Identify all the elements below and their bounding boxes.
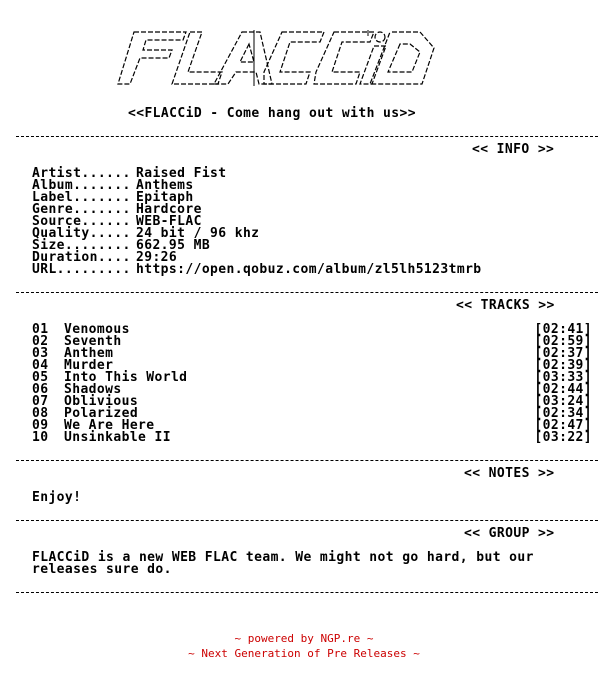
notes-text: Enjoy! xyxy=(32,490,82,505)
section-header-group: << GROUP >> xyxy=(464,526,555,541)
track-row xyxy=(32,336,592,348)
info-value-genre: Hardcore xyxy=(136,202,202,217)
section-header-info: << INFO >> xyxy=(472,142,555,157)
section-header-notes: << NOTES >> xyxy=(464,466,555,481)
track-title: Polarized xyxy=(64,406,139,421)
track-number: 04 xyxy=(32,358,49,373)
section-divider xyxy=(16,520,598,522)
info-value-quality: 24 bit / 96 khz xyxy=(136,226,260,241)
track-title: Anthem xyxy=(64,346,114,361)
info-value-source: WEB-FLAC xyxy=(136,214,202,229)
track-list xyxy=(32,324,592,444)
info-key: URL......... xyxy=(32,262,131,277)
info-value-url: https://open.qobuz.com/album/zl5lh5123tmrb xyxy=(136,262,482,277)
section-divider xyxy=(16,136,598,138)
track-title: Shadows xyxy=(64,382,122,397)
section-divider xyxy=(16,292,598,294)
info-value-size: 662.95 MB xyxy=(136,238,211,253)
footer-powered-by: ~ powered by NGP.re ~ xyxy=(234,632,374,645)
track-number: 07 xyxy=(32,394,49,409)
track-row xyxy=(32,348,592,360)
track-duration: [02:47] xyxy=(534,418,592,433)
info-row-url xyxy=(32,264,482,276)
info-key: Label....... xyxy=(32,190,131,205)
track-duration: [02:34] xyxy=(534,406,592,421)
track-number: 01 xyxy=(32,322,49,337)
info-key: Genre....... xyxy=(32,202,131,217)
info-value-duration: 29:26 xyxy=(136,250,178,265)
track-title: Venomous xyxy=(64,322,130,337)
flaccid-logo xyxy=(104,26,436,90)
track-duration: [02:44] xyxy=(534,382,592,397)
info-value-label: Epitaph xyxy=(136,190,194,205)
track-number: 06 xyxy=(32,382,49,397)
info-block xyxy=(32,168,482,276)
track-duration: [03:33] xyxy=(534,370,592,385)
group-description: FLACCiD is a new WEB FLAC team. We might not go hard, but our releases sure do. xyxy=(32,550,534,577)
info-value-artist: Raised Fist xyxy=(136,166,227,181)
track-number: 09 xyxy=(32,418,49,433)
section-header-tracks: << TRACKS >> xyxy=(456,298,555,313)
track-duration: [02:39] xyxy=(534,358,592,373)
track-duration: [02:41] xyxy=(534,322,592,337)
track-number: 03 xyxy=(32,346,49,361)
track-title: Into This World xyxy=(64,370,188,385)
track-number: 08 xyxy=(32,406,49,421)
info-key: Duration.... xyxy=(32,250,131,265)
tagline: <<FLACCiD - Come hang out with us>> xyxy=(128,106,416,121)
info-key: Quality..... xyxy=(32,226,131,241)
track-duration: [03:22] xyxy=(534,430,592,445)
track-row xyxy=(32,432,592,444)
track-duration: [02:37] xyxy=(534,346,592,361)
info-key: Size........ xyxy=(32,238,131,253)
track-duration: [02:59] xyxy=(534,334,592,349)
track-duration: [03:24] xyxy=(534,394,592,409)
track-number: 10 xyxy=(32,430,49,445)
info-key: Artist...... xyxy=(32,166,131,181)
track-title: We Are Here xyxy=(64,418,155,433)
section-divider xyxy=(16,592,598,594)
footer-tagline: ~ Next Generation of Pre Releases ~ xyxy=(188,647,420,660)
section-divider xyxy=(16,460,598,462)
track-title: Oblivious xyxy=(64,394,139,409)
track-title: Murder xyxy=(64,358,114,373)
track-title: Seventh xyxy=(64,334,122,349)
info-key: Album....... xyxy=(32,178,131,193)
track-title: Unsinkable II xyxy=(64,430,171,445)
info-key: Source...... xyxy=(32,214,131,229)
track-number: 05 xyxy=(32,370,49,385)
track-number: 02 xyxy=(32,334,49,349)
info-value-album: Anthems xyxy=(136,178,194,193)
